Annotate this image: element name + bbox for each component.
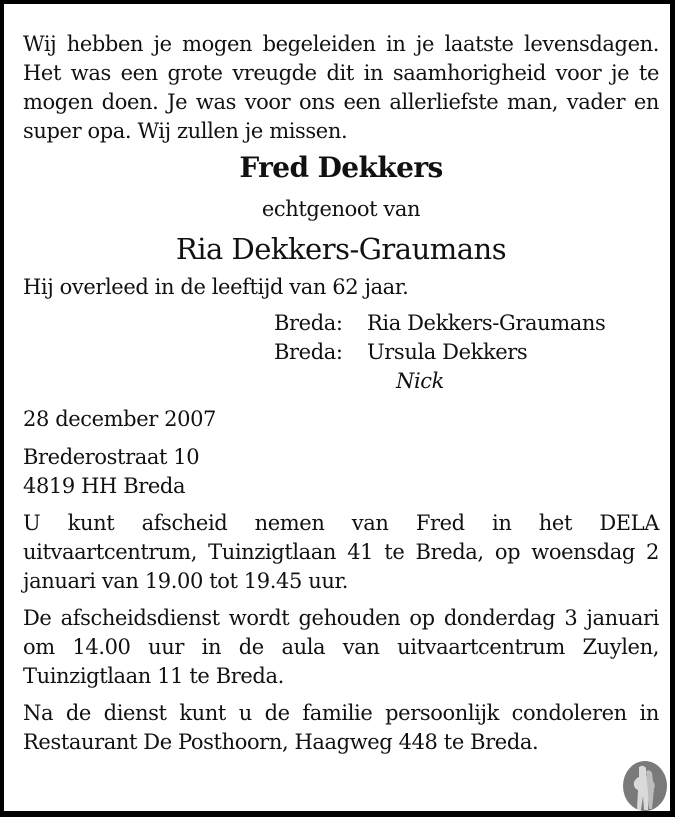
family-member xyxy=(274,338,659,367)
family-city: Breda: xyxy=(274,340,343,364)
address-postal-city: 4819 HH Breda xyxy=(23,474,186,498)
viewing-paragraph: U kunt afscheid nemen van Fred in het DELA uitvaartcentrum, Tuinzigtlaan 41 te Breda, op woensdag 2 januari van 19.00 tot 19.45 uur. xyxy=(23,511,659,593)
grandchild-name: Nick xyxy=(396,369,444,393)
family-city: Breda: xyxy=(274,311,343,335)
service-paragraph: De afscheidsdienst wordt gehouden op donderdag 3 januari om 14.00 uur in de aula van uitvaartcentrum Zuylen, Tuinzigtlaan 11 te Breda. xyxy=(23,606,659,688)
home-address xyxy=(23,443,659,501)
embracing-figures-icon xyxy=(622,761,668,811)
deceased-name: Fred Dekkers xyxy=(239,151,443,184)
spouse-name: Ria Dekkers-Graumans xyxy=(175,232,507,266)
notice-date: 28 december 2007 xyxy=(23,407,216,431)
obituary-content xyxy=(23,30,659,757)
family-name: Ursula Dekkers xyxy=(367,340,528,364)
age-statement: Hij overleed in de leeftijd van 62 jaar. xyxy=(23,275,409,299)
intro-text: Wij hebben je mogen begeleiden in je laatste levensdagen. Het was een grote vreugde dit in saamhorigheid voor je te mogen doen. Je was voor ons een allerliefste man, vader en super opa. Wij zullen je missen. xyxy=(23,32,659,143)
spouse-label: echtgenoot van xyxy=(261,197,421,221)
condolence-paragraph: Na de dienst kunt u de familie persoonlijk condoleren in Restaurant De Posthoorn, Haagweg 448 te Breda. xyxy=(23,701,659,754)
family-name: Ria Dekkers-Graumans xyxy=(367,311,606,335)
address-street: Brederostraat 10 xyxy=(23,445,200,469)
family-list xyxy=(274,309,659,396)
family-member xyxy=(274,309,659,338)
